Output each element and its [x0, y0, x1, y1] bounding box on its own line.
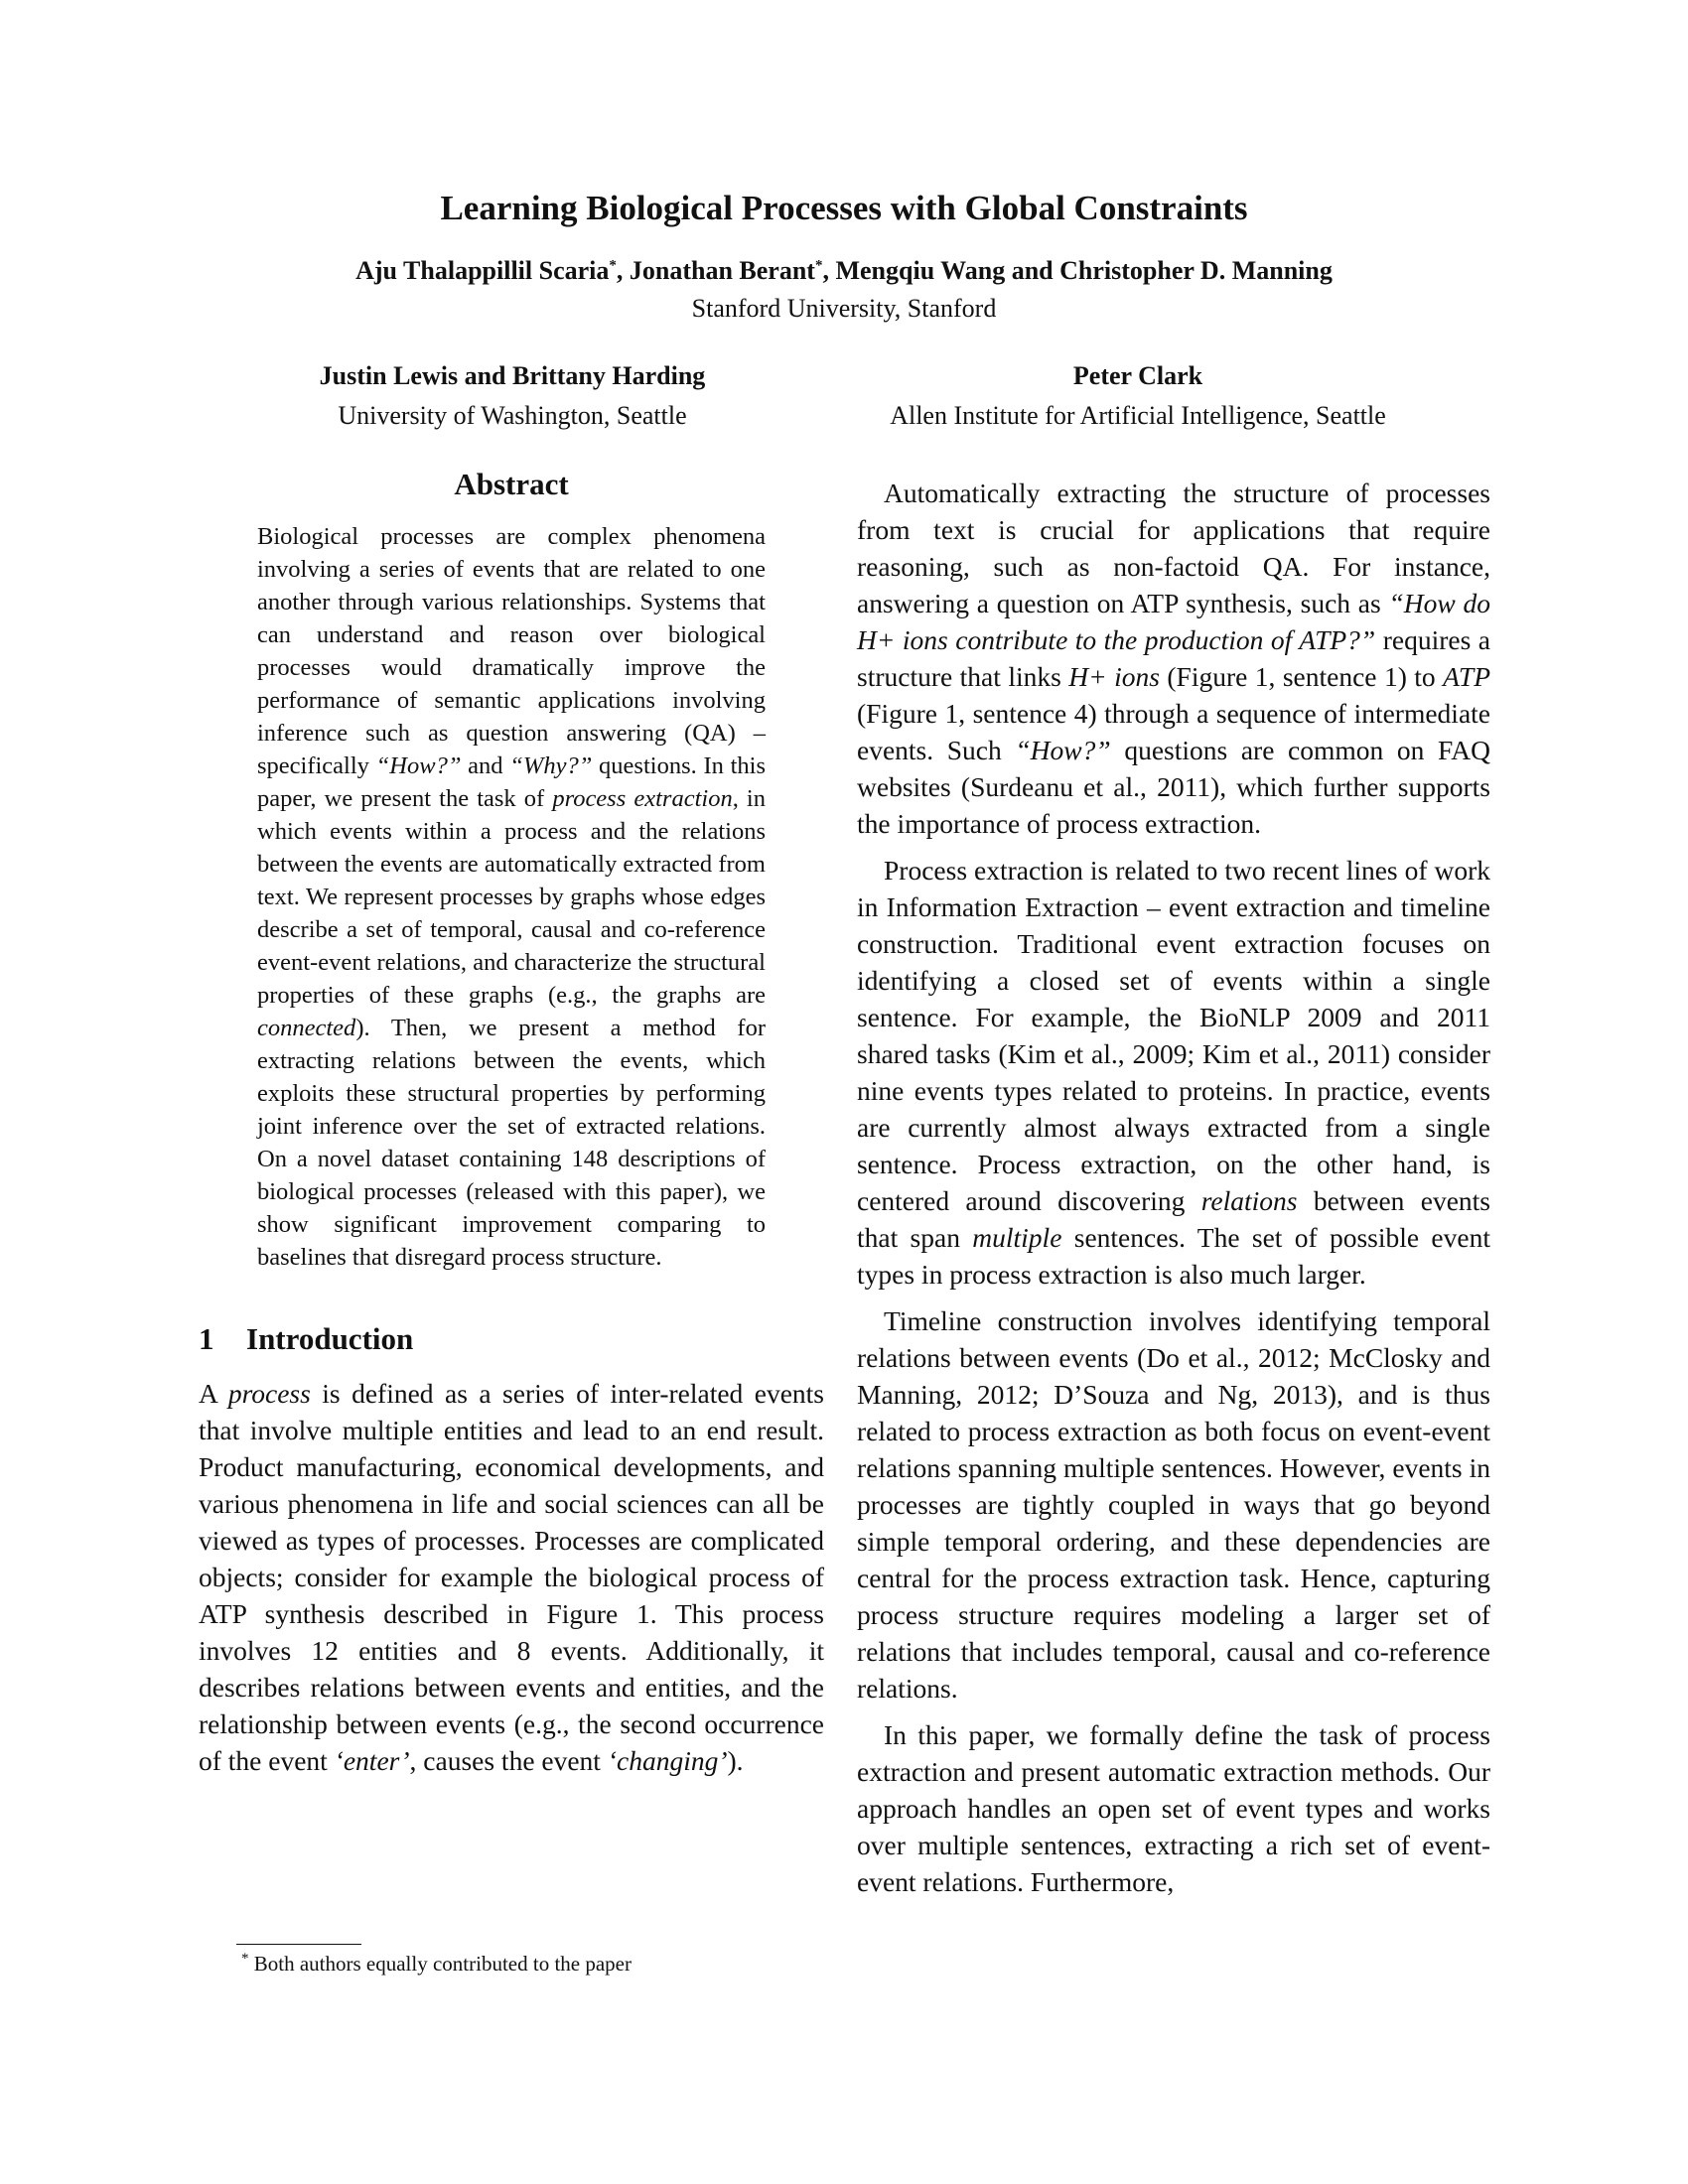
body-paragraph-2: [857, 852, 1490, 1293]
body-text: , causes the event: [409, 1745, 608, 1776]
body-text: ).: [727, 1745, 744, 1776]
author-name-uw: Justin Lewis and Brittany Harding: [319, 361, 706, 390]
abstract-text: [257, 520, 766, 1274]
author-wang-manning: Mengqiu Wang and Christopher D. Manning: [835, 256, 1333, 285]
section-title: Introduction: [246, 1321, 414, 1356]
affiliation-uw: University of Washington, Seattle: [338, 401, 687, 430]
body-emph: process: [227, 1378, 311, 1409]
body-emph: “How do H+ ions contribute to the production of ATP?”: [857, 588, 1490, 655]
section-heading-introduction: [199, 1321, 824, 1357]
author-block-uw: [205, 361, 820, 431]
section-number: 1: [199, 1321, 214, 1356]
body-text: (Figure 1, sentence 1) to: [1159, 661, 1444, 692]
body-text: Automatically extracting the structure of processes from text is crucial for applications that require reasoning, such as non-factoid QA. For instance, answering a question on ATP synthesis, such as: [857, 478, 1490, 618]
body-text: sentences. The set of possible event types in process extraction is also much larger.: [857, 1222, 1490, 1290]
author-line: Aju Thalappillil Scaria*, Jonathan Berant*, Mengqiu Wang and Christopher D. Manning: [355, 256, 1333, 285]
author-name-clark: Peter Clark: [1072, 361, 1203, 390]
body-emph: relations: [1200, 1185, 1298, 1216]
footnote-rule: [236, 1944, 361, 1945]
paper-title: Learning Biological Processes with Global Constraints: [440, 189, 1248, 227]
body-text: questions are common on FAQ websites (Surdeanu et al., 2011), which further supports the importance of process extraction.: [857, 735, 1490, 839]
abstract-text-part: , in which events within a process and the relations between the events are automatically extracted from text. We represent processes by graphs whose edges describe a set of temporal, causal and co-reference event-event relations, and characterize the structural properties of these graphs (e.g., the graphs are: [257, 785, 766, 1009]
abstract-emph: “How?”: [375, 752, 462, 779]
body-text: A: [199, 1378, 228, 1409]
body-text: between events that span: [857, 1185, 1490, 1253]
author-scaria: Aju Thalappillil Scaria: [355, 256, 610, 285]
footnote-mark: *: [241, 1951, 249, 1967]
body-paragraph-1: [857, 475, 1490, 842]
footnote-text: Both authors equally contributed to the paper: [253, 1952, 632, 1976]
abstract-emph: process extraction: [552, 785, 733, 812]
abstract-emph: “Why?”: [509, 752, 593, 779]
body-paragraph-3: Timeline construction involves identifying temporal relations between events (Do et al., 2012; McClosky and Manning, 2012; D’Souza and Ng, 2013), and is thus related to process extraction as both focus on event-event relations spanning multiple sentences. However, events in processes are tightly coupled in ways that go beyond simple temporal ordering, and these dependencies are central for the process extraction task. Hence, capturing process structure requires modeling a larger set of relations that includes temporal, causal and co-reference relations.: [857, 1305, 1490, 1704]
author-berant: Jonathan Berant: [629, 256, 815, 285]
body-text: (Figure 1, sentence 4) through a sequence of intermediate events. Such: [857, 698, 1490, 765]
author-block-ai2: [830, 361, 1446, 431]
body-emph: ‘changing’: [607, 1745, 728, 1776]
body-text: Process extraction is related to two recent lines of work in Information Extraction – event extraction and timeline construction. Traditional event extraction focuses on identifying a closed set of events within a single sentence. For example, the BioNLP 2009 and 2011 shared tasks (Kim et al., 2009; Kim et al., 2011) consider nine events types related to proteins. In practice, events are currently almost always extracted from a single sentence. Process extraction, on the other hand, is centered around discovering: [857, 855, 1490, 1216]
abstract-text-part: ). Then, we present a method for extracting relations between the events, which exploits these structural properties by performing joint inference over the set of extracted relations. On a novel dataset containing 148 descriptions of biological processes (released with this paper), we show significant improvement comparing to baselines that disregard process structure.: [257, 1015, 766, 1271]
footnote: [241, 1952, 632, 1977]
intro-paragraph: [199, 1375, 824, 1779]
left-column: [199, 467, 824, 1789]
abstract-heading: Abstract: [454, 467, 569, 501]
affiliation-stanford: Stanford University, Stanford: [691, 294, 997, 323]
abstract-text-part: Biological processes are complex phenomena involving a series of events that are related to one another through various relationships. Systems that can understand and reason over biological processes would dramatically improve the performance of semantic applications involving inference such as question answering (QA) – specifically: [257, 523, 766, 779]
right-column: [857, 475, 1490, 1910]
equal-contribution-mark: *: [609, 257, 617, 274]
body-text: requires a structure that links: [857, 624, 1490, 692]
body-emph: ‘enter’: [334, 1745, 410, 1776]
abstract-text-part: questions. In this paper, we present the task of: [257, 752, 766, 812]
body-emph: “How?”: [1015, 735, 1111, 765]
equal-contribution-mark: *: [814, 257, 823, 274]
body-emph: H+ ions: [1068, 661, 1160, 692]
abstract-emph: connected: [257, 1015, 356, 1041]
body-emph: multiple: [972, 1222, 1062, 1253]
affiliation-ai2: Allen Institute for Artificial Intelligence, Seattle: [890, 401, 1386, 430]
body-emph: ATP: [1443, 661, 1490, 692]
body-paragraph-4: In this paper, we formally define the task of process extraction and present automatic extraction methods. Our approach handles an open set of event types and works over multiple sentences, extracting a rich set of event-event relations. Furthermore,: [857, 1719, 1490, 1897]
abstract-text-part: and: [461, 752, 510, 779]
body-text: is defined as a series of inter-related events that involve multiple entities and lead to an end result. Product manufacturing, economical developments, and various phenomena in life and social sciences can all be viewed as types of processes. Processes are complicated objects; consider for example the biological process of ATP synthesis described in Figure 1. This process involves 12 entities and 8 events. Additionally, it describes relations between events and entities, and the relationship between events (e.g., the second occurrence of the event: [199, 1378, 825, 1776]
